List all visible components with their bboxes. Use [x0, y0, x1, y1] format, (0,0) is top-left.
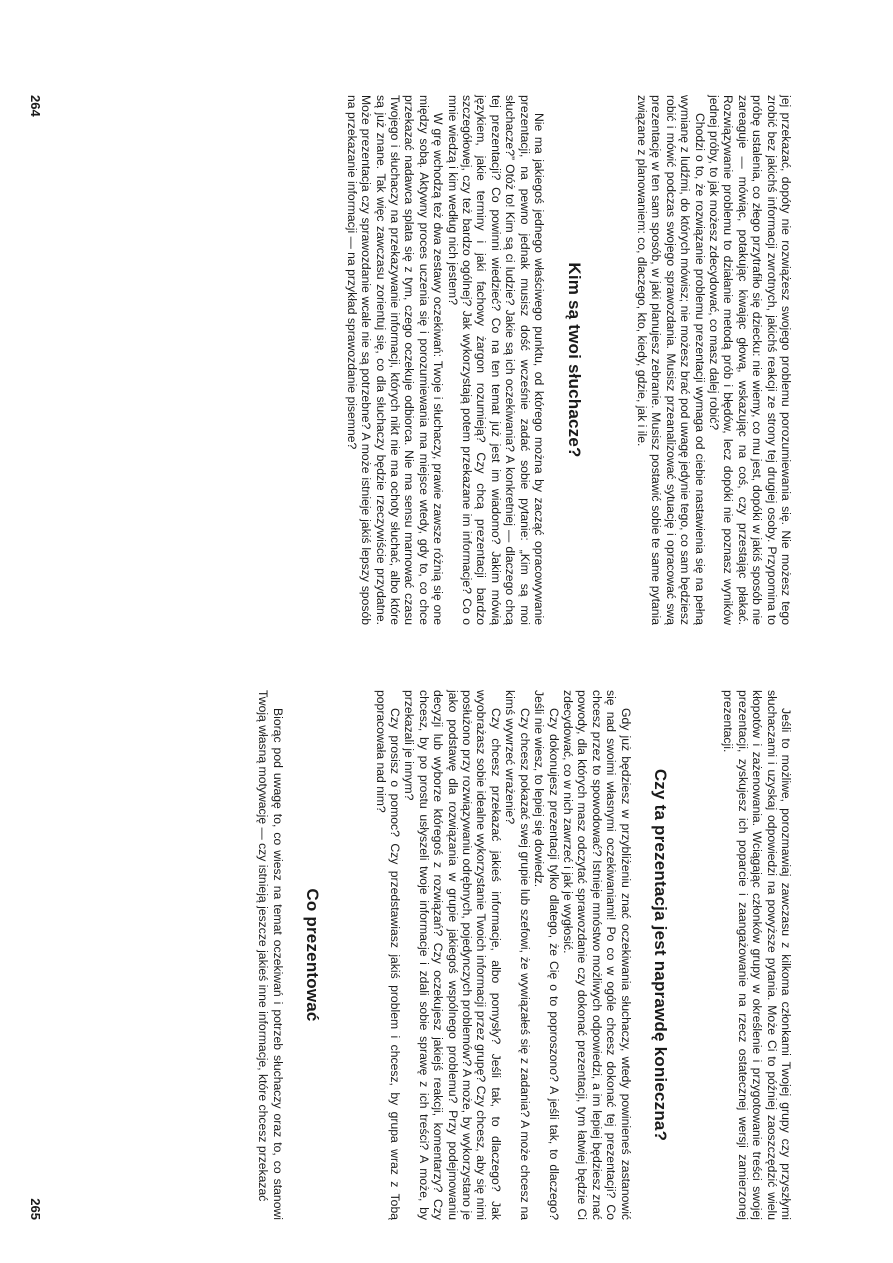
- page-number: 265: [28, 1198, 43, 1220]
- paragraph: Biorąc pod uwagę to, co wiesz na temat oczekiwań i potrzeb słuchaczy oraz to, co stanowi Twoją własną motywację — czy istnieją jeszcze jakieś inne informacje, które chcesz przekazać: [256, 690, 285, 1220]
- paragraph: jej przekazać, dopóty nie rozwiążesz swojego problemu porozumiewania się. Nie możesz tego zrobić bez jakichś informacji zwrotnych, jakichś reakcji ze strony tej drugiej osoby. Przypomina to próbę ustalenia, co złego przytrafiło się dziecku: nie wiemy, co mu jest, dopóki w jakiś sposób nie zareaguje — mówiąc, potakując kiwając głową, wskazując na coś, czy przestając płakać. Rozwiązywanie problemu to działanie metodą prób i błędów, lecz dopóki nie poznasz wyników jednej próby, to jak możesz zdecydować, co masz dalej robić?: [706, 95, 793, 625]
- paragraph: Nie ma jakiegoś jednego właściwego punktu, od którego można by zacząć opracowywanie prezentacji, na pewno jednak musisz dość wcześnie zadać sobie pytanie: „Kim są moi słuchacze?” Otóż to! Kim są ci ludzie? Jakie są ich oczekiwania? A konkretniej — dlaczego chcą tej prezentacji? Co powinni wiedzieć? Co na ten temat już jest im wiadomo? Jakim mówią językiem, jakie terminy i jaki fachowy żargon rozumieją? Czy chcą prezentacji bardzo szczegółowej, czy też bardzo ogólnej? Jak wykorzystają potem przekazane im informacje? Co o mnie wiedzą i kim według nich jestem?: [445, 95, 547, 625]
- paragraph: W grę wchodzą też dwa zestawy oczekiwań: Twoje i słuchaczy, prawie zawsze różnią się one między sobą. Aktywny proces uczenia się i porozumiewania ma miejsce wtedy, gdy to, co chce przekazać nadawca splata się z tym, czego oczekuje odbiorca. Nie ma sensu marnować czasu Twojego i słuchaczy na przekazywanie informacji, których nikt nie ma ochoty słuchać, albo które są już znane. Tak więc zawczasu zorientuj się, co dla słuchaczy będzie rzeczywiście przydatne. Może prezentacja czy sprawozdanie wcale nie są potrzebne? A może istnieje jakiś lepszy sposób na przekazanie informacji — na przykład sprawozdanie pisemne?: [344, 95, 446, 625]
- right-page-body: [256, 690, 793, 1220]
- page-number: 264: [28, 95, 43, 117]
- paragraph: Gdy już będziesz w przybliżeniu znać oczekiwania słuchaczy, wtedy powinieneś zastanowić się nad swoimi własnymi oczekiwaniami! Po co w ogóle chcesz dokonać tej prezentacji? Co chcesz przez to spowodować? Istnieje mnóstwo możliwych odpowiedzi, a im lepiej będziesz znać powody, dla których masz odczytać sprawozdanie czy dokonać prezentacji, tym łatwiej będzie Ci zdecydować, co w nich zawrzeć i jak je wygłosić.: [560, 690, 633, 1220]
- paragraph: Jeśli to możliwe, porozmawiaj zawczasu z kilkoma członkami Twojej grupy czy przyszłymi słuchaczami i uzyskaj odpowiedzi na powyższe pytania. Może Ci to później zaoszczędzić wielu kłopotów i zażenowania. Wciągając członków grupy w określenie i przygotowanie treści swojej prezentacji, zyskujesz ich poparcie i zaangażowanie na rzecz ostatecznej wersji zamierzonej prezentacji.: [721, 690, 793, 1220]
- paragraph: Czy chcesz przekazać jakieś informacje, albo pomysły? Jeśli tak, to dlaczego? Jak wyobrażasz sobie idealne wykorzystanie Twoich informacji przez grupę? Czy chcesz, aby się nimi posłużono przy rozwiązywaniu odrębnych, pojedynczych problemów? A może, by wykorzystano je jako podstawę dla rozwiązania w grupie jakiegoś wspólnego problemu? Przy podejmowaniu decyzji lub wyborze któregoś z rozwiązań? Czy oczekujesz jakiejś reakcji, komentarzy? Czy chcesz, by po prostu usłyszeli twoje informacje i zdali sobie sprawę z ich treści? A może, by przekazali je innym?: [402, 690, 503, 1220]
- right-page: [0, 690, 793, 1220]
- section-heading: Czy ta prezentacja jest naprawdę konieczna?: [650, 768, 670, 1142]
- paragraph: Chodzi o to, że rozwiązanie problemu prezentacji wymaga od ciebie nastawienia się na pełną wymianę z ludźmi, do których mówisz; nie możesz brać pod uwagę jedynie tego, co sam będziesz robić i mówić podczas swojego sprawozdania. Musisz przeanalizować sytuację i opracować swą prezentację w ten sam sposób, w jaki planujesz zebranie. Musisz postawić sobie te same pytania związane z planowaniem: co, dlaczego, kto, kiedy, gdzie, jak i ile.: [634, 95, 707, 625]
- section-heading: Kim są twoi słuchacze?: [564, 262, 584, 458]
- paragraph: Czy prosisz o pomoc? Czy przedstawiasz jakiś problem i chcesz, by grupa wraz z Tobą popracowała nad nim?: [373, 690, 403, 1220]
- left-page: [0, 95, 793, 625]
- section-heading: Co prezentować: [303, 888, 323, 1022]
- left-page-body: [344, 95, 793, 625]
- paragraph: Czy dokonujesz prezentacji tylko dlatego, że Cię o to poproszono? A jeśli tak, to dlaczego? Jeśli nie wiesz, to lepiej się dowiedz.: [532, 690, 561, 1220]
- paragraph: Czy chcesz pokazać swej grupie lub szefowi, że wywiązałeś się z zadania? A może chcesz na kimś wywrzeć wrażenie?: [503, 690, 532, 1220]
